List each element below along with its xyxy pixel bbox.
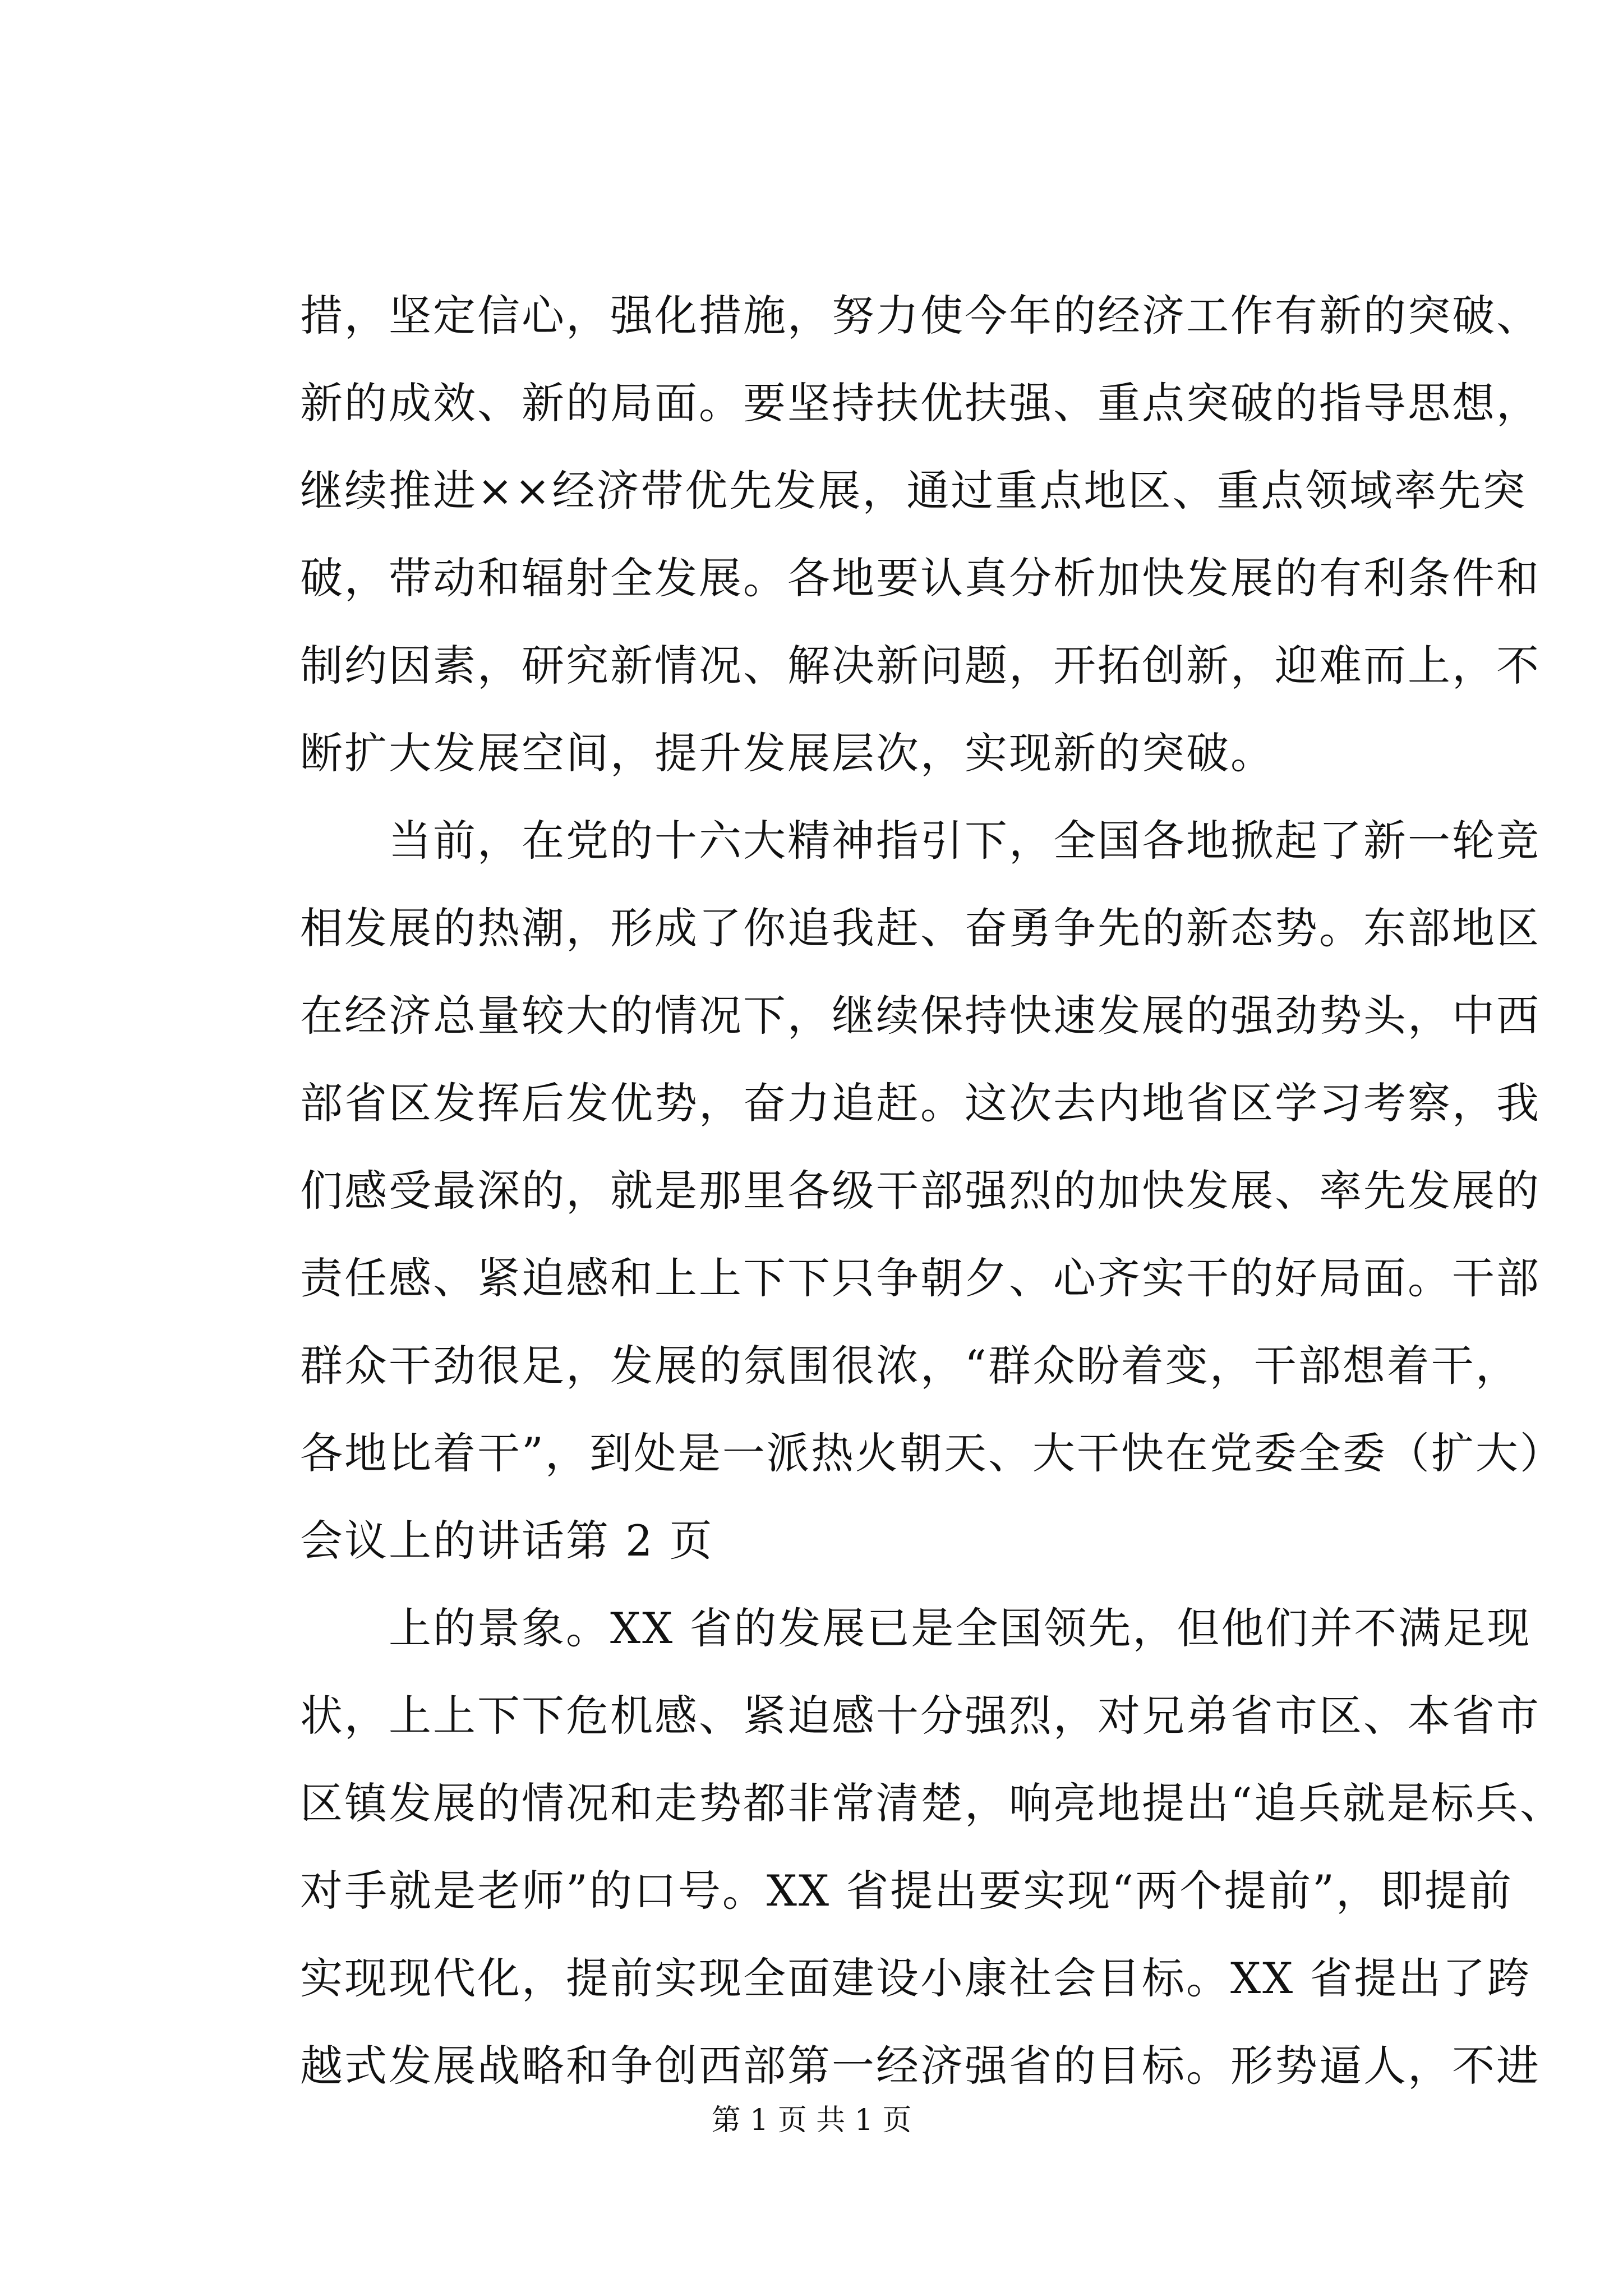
text-line: 越式发展战略和争创西部第一经济强省的目标。形势逼人，不进 [300,2041,1541,2091]
text-line: 相发展的热潮，形成了你追我赶、奋勇争先的新态势。东部地区 [300,903,1541,953]
text-line: 对手就是老师”的口号。XX 省提出要实现“两个提前”，即提前 [300,1866,1513,1916]
text-line: 新的成效、新的局面。要坚持扶优扶强、重点突破的指导思想， [300,378,1541,428]
text-line: 们感受最深的，就是那里各级干部强烈的加快发展、率先发展的 [300,1166,1541,1216]
paragraph-start-line: 当前，在党的十六大精神指引下，全国各地掀起了新一轮竞 [389,816,1541,866]
text-line: 群众干劲很足，发展的氛围很浓，“群众盼着变，干部想着干， [300,1341,1520,1391]
paragraph-start-line: 上的景象。XX 省的发展已是全国领先，但他们并不满足现 [389,1603,1532,1653]
text-line: 区镇发展的情况和走势都非常清楚，响亮地提出“追兵就是标兵、 [300,1778,1564,1828]
page-number-footer: 第 1 页 共 1 页 [711,2104,912,2137]
text-line: 破，带动和辐射全发展。各地要认真分析加快发展的有利条件和 [300,553,1541,603]
text-line: 实现现代化，提前实现全面建设小康社会目标。XX 省提出了跨 [300,1953,1532,2003]
text-line: 状，上上下下危机感、紧迫感十分强烈，对兄弟省市区、本省市 [300,1691,1541,1741]
text-line: 各地比着干”，到处是一派热火朝天、大干快在党委全委（扩大） [300,1428,1564,1478]
text-line: 责任感、紧迫感和上上下下只争朝夕、心齐实干的好局面。干部 [300,1253,1541,1303]
text-line: 在经济总量较大的情况下，继续保持快速发展的强劲势头，中西 [300,991,1541,1041]
text-line: 继续推进××经济带优先发展，通过重点地区、重点领域率先突 [300,466,1527,516]
text-line: 断扩大发展空间，提升发展层次，实现新的突破。 [300,728,1275,778]
text-line: 制约因素，研究新情况、解决新问题，开拓创新，迎难而上，不 [300,641,1541,691]
text-line: 会议上的讲话第 2 页 [300,1516,714,1566]
text-line: 部省区发挥后发优势，奋力追赶。这次去内地省区学习考察，我 [300,1078,1541,1128]
document-body [300,272,1564,2110]
text-line: 措，坚定信心，强化措施，努力使今年的经济工作有新的突破、 [300,291,1541,341]
